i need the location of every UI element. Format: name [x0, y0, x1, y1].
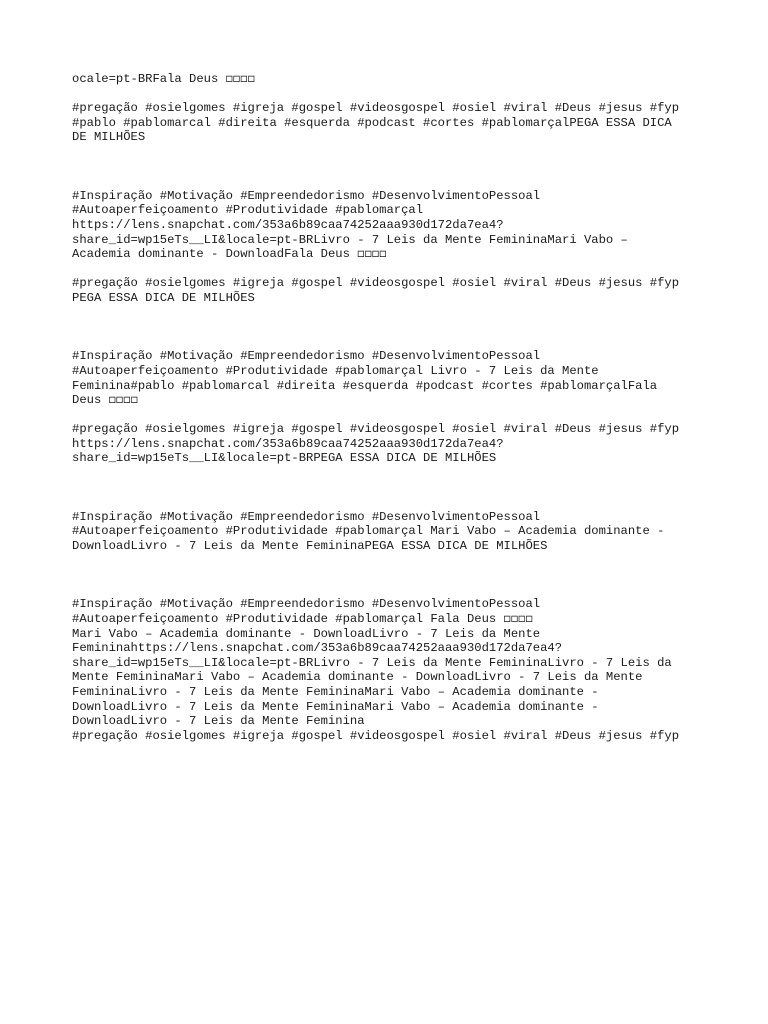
text-line: DownloadLivro - 7 Leis da Mente Feminina [72, 714, 365, 729]
text-line: Feminina#pablo #pablomarcal #direita #esquerda #podcast #cortes #pablomarçalFala [72, 378, 658, 393]
text-line: Academia dominante - DownloadFala Deus ◻◻◻◻ [72, 247, 387, 262]
paragraph-gap [72, 466, 712, 510]
text-line: #Autoaperfeiçoamento #Produtividade #pablomarçal Livro - 7 Leis da Mente [72, 363, 599, 378]
text-line: DE MILHÕES [72, 130, 146, 145]
paragraph-3 [72, 189, 712, 262]
text-line: #pregação #osielgomes #igreja #gospel #videosgospel #osiel #viral #Deus #jesus #fyp [72, 728, 680, 743]
link-text[interactable]: Femininahttps://lens.snapchat.com/353a6b89caa74252aaa930d172da7ea4? [72, 641, 563, 656]
text-line: #pregação #osielgomes #igreja #gospel #videosgospel #osiel #viral #Deus #jesus #fyp [72, 422, 680, 437]
paragraph-gap [72, 554, 712, 598]
text-line: #pregação #osielgomes #igreja #gospel #videosgospel #osiel #viral #Deus #jesus #fyp [72, 101, 680, 116]
text-line: #Inspiração #Motivação #Empreendedorismo #DesenvolvimentoPessoal [72, 188, 541, 203]
text-line: #Autoaperfeiçoamento #Produtividade #pablomarçal Fala Deus ◻◻◻◻ [72, 612, 533, 627]
paragraph-8 [72, 597, 712, 743]
link-text[interactable]: https://lens.snapchat.com/353a6b89caa74252aaa930d172da7ea4? [72, 217, 504, 232]
text-line: share_id=wp15eTs__LI&locale=pt-BRPEGA ESSA DICA DE MILHÕES [72, 451, 497, 466]
text-line: #Inspiração #Motivação #Empreendedorismo #DesenvolvimentoPessoal [72, 509, 541, 524]
paragraph-4 [72, 276, 712, 305]
text-line: #Inspiração #Motivação #Empreendedorismo #DesenvolvimentoPessoal [72, 349, 541, 364]
paragraph-gap [72, 262, 712, 277]
paragraph-gap [72, 87, 712, 102]
text-line: share_id=wp15eTs__LI&locale=pt-BRLivro - 7 Leis da Mente FemininaLivro - 7 Leis da [72, 655, 672, 670]
link-text[interactable]: https://lens.snapchat.com/353a6b89caa74252aaa930d172da7ea4? [72, 436, 504, 451]
text-line: #pregação #osielgomes #igreja #gospel #videosgospel #osiel #viral #Deus #jesus #fyp [72, 276, 680, 291]
text-line: ocale=pt-BRFala Deus ◻◻◻◻ [72, 72, 255, 86]
paragraph-2 [72, 101, 712, 145]
text-line: Mente FemininaMari Vabo – Academia dominante - DownloadLivro - 7 Leis da Mente [72, 670, 643, 685]
paragraph-7 [72, 510, 712, 554]
paragraph-gap [72, 408, 712, 423]
text-line: DownloadLivro - 7 Leis da Mente FemininaMari Vabo – Academia dominante - [72, 699, 599, 714]
document-page [72, 72, 712, 743]
paragraph-gap [72, 145, 712, 189]
paragraph-5 [72, 349, 712, 407]
text-line: Mari Vabo – Academia dominante - DownloadLivro - 7 Leis da Mente [72, 626, 541, 641]
text-line: PEGA ESSA DICA DE MILHÕES [72, 290, 255, 305]
text-line: #pablo #pablomarcal #direita #esquerda #podcast #cortes #pablomarçalPEGA ESSA DICA [72, 115, 672, 130]
paragraph-1 [72, 72, 712, 87]
text-line: #Autoaperfeiçoamento #Produtividade #pablomarçal [72, 203, 424, 218]
paragraph-6 [72, 422, 712, 466]
text-line: Deus ◻◻◻◻ [72, 393, 138, 408]
paragraph-gap [72, 306, 712, 350]
text-line: #Inspiração #Motivação #Empreendedorismo #DesenvolvimentoPessoal [72, 597, 541, 612]
text-line: share_id=wp15eTs__LI&locale=pt-BRLivro - 7 Leis da Mente FemininaMari Vabo – [72, 232, 628, 247]
text-line: DownloadLivro - 7 Leis da Mente FemininaPEGA ESSA DICA DE MILHÕES [72, 539, 548, 554]
text-line: FemininaLivro - 7 Leis da Mente FemininaMari Vabo – Academia dominante - [72, 685, 599, 699]
text-line: #Autoaperfeiçoamento #Produtividade #pablomarçal Mari Vabo – Academia dominante - [72, 524, 665, 539]
